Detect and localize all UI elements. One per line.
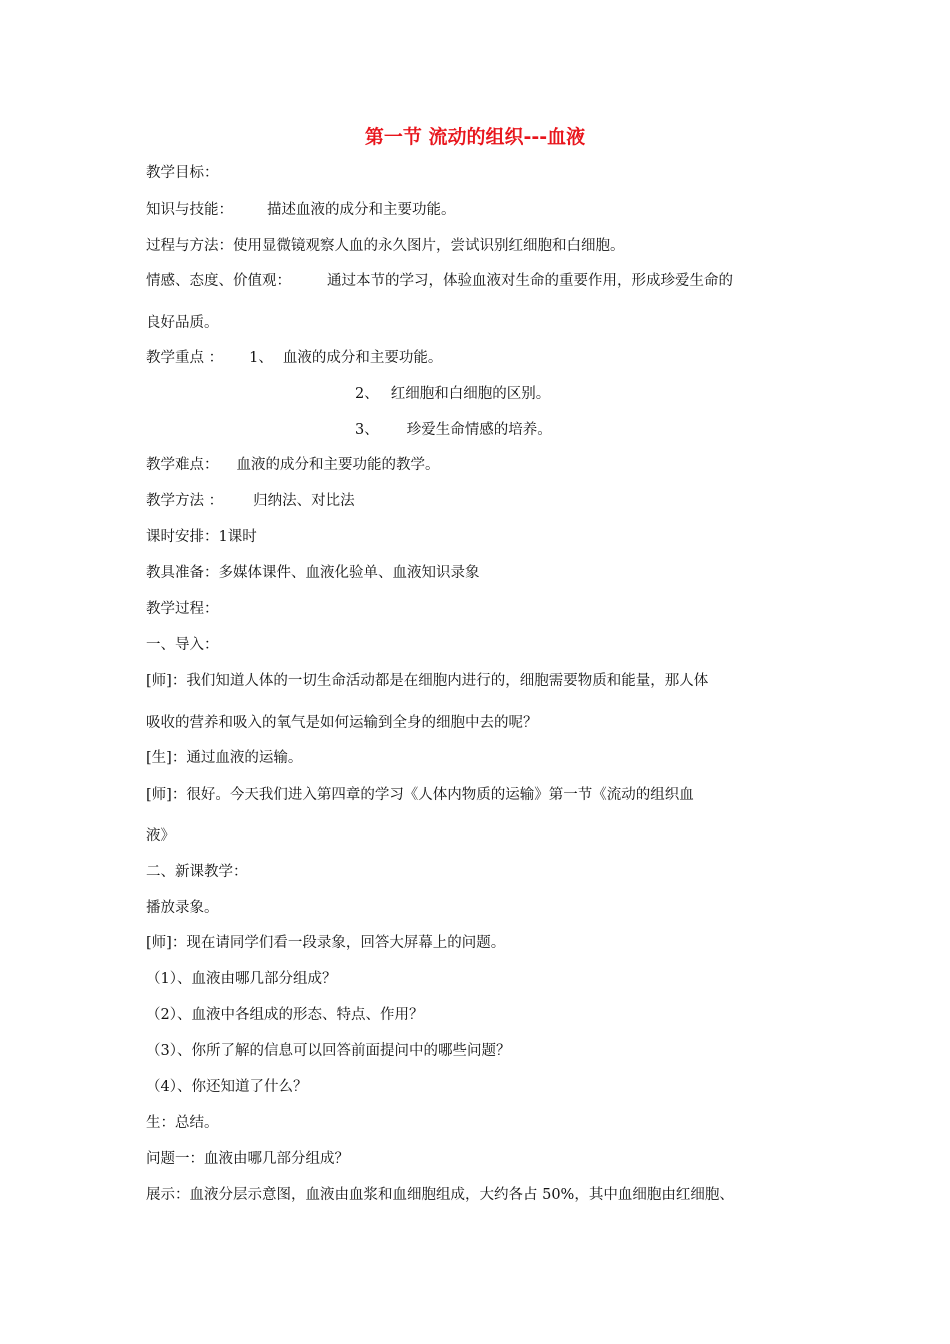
display-line: 展示：血液分层示意图，血液由血浆和血细胞组成，大约各占 50%，其中血细胞由红细胞、 [146,1187,734,1203]
materials-line: 教具准备：多媒体课件、血液化验单、血液知识录象 [146,565,480,581]
emotion-values-line [146,271,733,291]
teaching-goals-heading: 教学目标： [146,165,219,181]
question-4-line: （4）、你还知道了什么？ [146,1079,308,1095]
teaching-process-heading: 教学过程： [146,601,219,617]
question-3-line: （3）、你所了解的信息可以回答前面提问中的哪些问题？ [146,1043,511,1059]
schedule-line: 课时安排：1课时 [146,529,257,545]
student-answer-line: [生]：通过血液的运输。 [146,750,303,766]
key-point-1-number: 1、 [249,350,273,366]
teaching-method-text: 归纳法、对比法 [253,493,355,509]
teacher-intro-line: [师]：很好。今天我们进入第四章的学习《人体内物质的运输》第一节《流动的组织血 [146,787,694,803]
teaching-method-label: 教学方法 ： [146,493,224,509]
difficulty-text: 血液的成分和主要功能的教学。 [236,457,440,473]
process-method-line: 过程与方法：使用显微镜观察人血的永久图片，尝试识别红细胞和白细胞。 [146,238,625,254]
teacher-question-line: [师]：我们知道人体的一切生命活动都是在细胞内进行的，细胞需要物质和能量，那人体 [146,673,709,689]
key-point-2-number: 2、 [355,386,379,402]
emotion-values-continued: 良好品质。 [146,315,219,331]
key-point-2-text: 红细胞和白细胞的区别。 [390,386,551,402]
key-point-3-text: 珍爱生命情感的培养。 [406,422,552,438]
teacher-question-continued: 吸收的营养和吸入的氧气是如何运输到全身的细胞中去的呢？ [146,715,538,731]
teacher-intro-continued: 液》 [146,828,175,844]
key-point-3-number: 3、 [355,422,379,438]
page-title: 第一节 流动的组织---血液 [364,126,586,148]
difficulty-line [146,455,440,475]
key-points-line [146,348,442,368]
difficulty-label: 教学难点： [146,457,219,473]
knowledge-skills-label: 知识与技能： [146,202,233,218]
question-2-line: （2）、血液中各组成的形态、特点、作用？ [146,1007,424,1023]
emotion-values-label: 情感、态度、价值观： [146,273,291,289]
problem-one-line: 问题一：血液由哪几部分组成？ [146,1151,349,1167]
section-new-lesson-heading: 二、新课教学： [146,864,248,880]
key-point-3-line [355,420,552,440]
play-video-line: 播放录象。 [146,900,219,916]
teacher-video-line: [师]：现在请同学们看一段录象，回答大屏幕上的问题。 [146,935,506,951]
student-summary-line: 生：总结。 [146,1115,219,1131]
key-points-label: 教学重点 ： [146,350,224,366]
knowledge-skills-text: 描述血液的成分和主要功能。 [267,202,456,218]
emotion-values-text: 通过本节的学习，体验血液对生命的重要作用，形成珍爱生命的 [327,273,733,289]
knowledge-skills-line [146,200,456,220]
teaching-method-line [146,491,355,511]
question-1-line: （1）、血液由哪几部分组成？ [146,971,337,987]
section-intro-heading: 一、导入： [146,637,219,653]
key-point-1-text: 血液的成分和主要功能。 [282,350,443,366]
key-point-2-line [355,384,550,404]
